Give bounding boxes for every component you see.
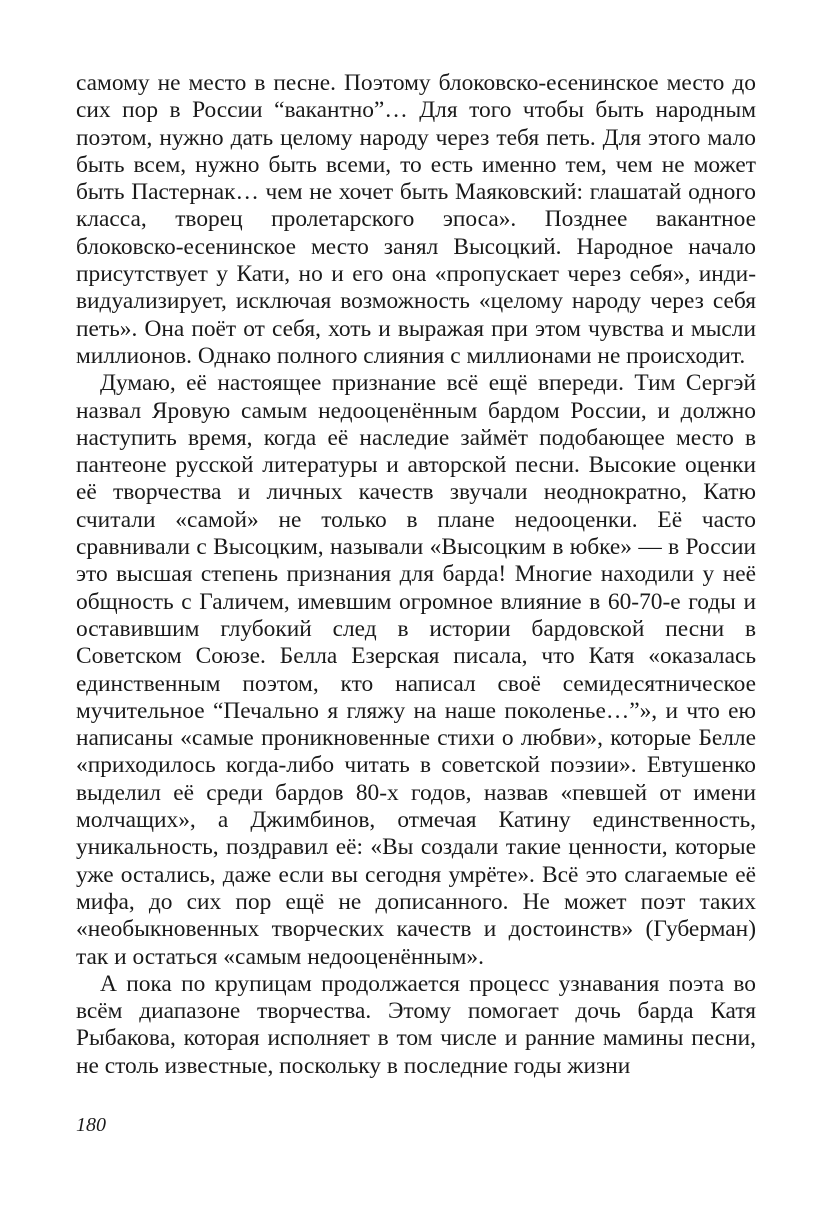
paragraph-continuation: самому не место в песне. Поэтому блоковско-есенинское место до сих пор в России “вакантно”… Для того чтобы быть народным поэтом, нужно дать целому народу через тебя петь. Для этого мало быть всем, нужно быть всеми, то есть именно тем, чем не может быть Пастернак… чем не хочет быть Маяковский: глашатай одного класса, творец пролетарского эпоса». Позднее вакантное блоковско-есенинское место занял Высоцкий. Народное начало присутствует у Кати, но и его она «пропускает через себя», индивидуализирует, исключая возможность «целому народу через себя петь». Она поёт от себя, хоть и выражая при этом чувства и мысли миллионов. Однако полного слияния с миллионами не происходит. <box>76 70 756 369</box>
paragraph: Думаю, её настоящее признание всё ещё впереди. Тим Сергэй назвал Яровую самым недооценённым бардом России, и должно наступить время, когда её наследие займёт подобающее место в пантеоне русской литературы и авторской песни. Высокие оценки её творчества и личных качеств звучали неоднократно, Катю считали «самой» не только в плане недооценки. Её часто сравнивали с Высоцким, называли «Высоцким в юбке» — в России это высшая степень признания для барда! Многие находили у неё общность с Галичем, имевшим огромное влияние в 60-70-е годы и оставившим глубокий след в истории бардовской песни в Советском Союзе. Белла Езерская писала, что Катя «оказалась единственным поэтом, кто написал своё семидесятническое мучительное “Печально я гляжу на наше поколенье…”», и что ею написаны «самые проникновенные стихи о любви», которые Белле «приходилось когда-либо читать в советской поэзии». Евтушенко выделил её среди бардов 80-х годов, назвав «певшей от имени молчащих», а Джимбинов, отмечая Катину единственность, уникальность, поздравил её: «Вы создали такие ценности, которые уже остались, даже если вы сегодня умрёте». Всё это слагаемые её мифа, до сих пор ещё не дописанного. Не может поэт таких «необыкновенных творческих качеств и достоинств» (Губерман) так и остаться «самым недооценённым». <box>76 370 756 970</box>
body-text <box>76 70 756 1080</box>
page-number: 180 <box>76 1114 106 1136</box>
paragraph: А пока по крупицам продолжается процесс узнавания поэта во всём диапазоне творчества. Этому помогает дочь барда Катя Рыбакова, которая исполняет в том числе и ранние мамины песни, не столь известные, поскольку в последние годы жизни <box>76 970 756 1079</box>
